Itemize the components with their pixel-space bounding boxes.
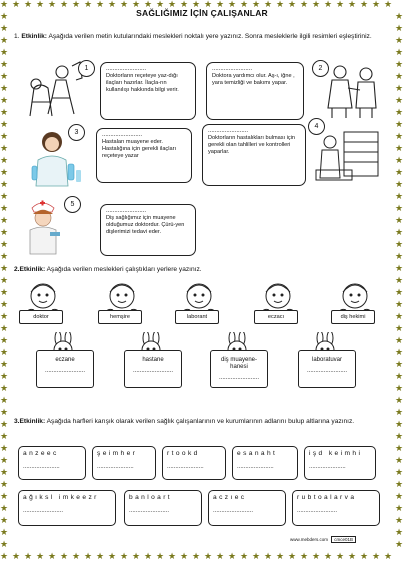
footer-badge: cmce01B	[331, 536, 356, 543]
border-star: ★	[48, 551, 57, 561]
border-star: ★	[395, 527, 404, 537]
border-star: ★	[0, 371, 9, 381]
border-star: ★	[0, 251, 9, 261]
page-title: SAĞLIĞIMIZ İÇİN ÇALIŞANLAR	[136, 8, 268, 18]
scrambled-word: işd keimhi	[309, 450, 363, 457]
border-star: ★	[384, 551, 393, 561]
border-star: ★	[395, 227, 404, 237]
border-star: ★	[24, 0, 33, 9]
border-star: ★	[395, 431, 404, 441]
border-star: ★	[348, 0, 357, 9]
border-star: ★	[395, 11, 404, 21]
border-star: ★	[240, 551, 249, 561]
border-star: ★	[0, 155, 9, 165]
border-star: ★	[72, 0, 81, 9]
border-star: ★	[395, 167, 404, 177]
place-name: eczane	[55, 357, 75, 363]
answer-dots: ........................	[132, 368, 173, 374]
border-star: ★	[216, 551, 225, 561]
section1-number: 1.	[14, 33, 20, 40]
border-star: ★	[395, 539, 404, 549]
section1-label: Etkinlik:	[21, 33, 47, 40]
border-star: ★	[120, 0, 129, 9]
section3-label: 3.Etkinlik:	[14, 418, 46, 425]
description-box-laborant	[202, 124, 306, 186]
border-star: ★	[180, 0, 189, 9]
profession-card: doktor	[19, 310, 63, 324]
scrambled-word-box	[232, 446, 298, 480]
border-star: ★	[360, 0, 369, 9]
border-star: ★	[264, 0, 273, 9]
border-star: ★	[395, 299, 404, 309]
border-star: ★	[168, 551, 177, 561]
border-star: ★	[0, 491, 9, 501]
section2-text: Aşağıda verilen meslekleri çalıştıkları yerlere yazınız.	[46, 266, 202, 273]
border-star: ★	[204, 0, 213, 9]
border-star: ★	[0, 179, 9, 189]
border-star: ★	[395, 131, 404, 141]
border-star: ★	[192, 551, 201, 561]
scrambled-word: rtookd	[167, 450, 200, 457]
border-star: ★	[395, 35, 404, 45]
description-text: Diş sağlığımız için muayene olduğumuz doktordur. Çürü-yen dişlerimizi tedavi eder.	[106, 215, 185, 236]
description-text: Doktorların reçeteye yaz-dığı ilaçları hazırlar. İlaçla-rın kullanılışı hakkında bilgi verir.	[106, 73, 179, 94]
scrambled-word-box	[92, 446, 156, 480]
border-star: ★	[228, 0, 237, 9]
border-star: ★	[0, 191, 9, 201]
border-star: ★	[24, 551, 33, 561]
border-star: ★	[395, 467, 404, 477]
border-star: ★	[372, 0, 381, 9]
border-star: ★	[12, 551, 21, 561]
border-star: ★	[0, 359, 9, 369]
border-star: ★	[0, 227, 9, 237]
border-star: ★	[0, 71, 9, 81]
border-star: ★	[36, 0, 45, 9]
border-star: ★	[96, 0, 105, 9]
border-star: ★	[395, 71, 404, 81]
answer-dots: ........................	[218, 375, 259, 381]
border-star: ★	[395, 383, 404, 393]
profession-card: laborant	[175, 310, 219, 324]
border-star: ★	[0, 107, 9, 117]
border-star: ★	[0, 479, 9, 489]
scrambled-word-box	[18, 490, 116, 526]
border-star: ★	[0, 275, 9, 285]
description-box-nurse	[206, 62, 304, 120]
scrambled-word: şeimher	[97, 450, 138, 457]
scrambled-word: aczıec	[213, 494, 247, 501]
footer-site: www.mebders.com	[290, 537, 329, 542]
border-star: ★	[395, 83, 404, 93]
border-star: ★	[372, 551, 381, 561]
border-star: ★	[252, 0, 261, 9]
border-star: ★	[384, 0, 393, 9]
profession-card: diş hekimi	[331, 310, 375, 324]
border-star: ★	[0, 35, 9, 45]
scrambled-word-box	[292, 490, 380, 526]
border-star: ★	[0, 23, 9, 33]
place-sign	[210, 350, 268, 388]
picture-number-1: 1	[78, 60, 95, 77]
description-text: Doktora yardımcı olur. Aş-ı, iğne , yara temizliği ve bakımı yapar.	[212, 73, 295, 87]
border-star: ★	[0, 323, 9, 333]
border-star: ★	[395, 155, 404, 165]
border-star: ★	[60, 551, 69, 561]
border-star: ★	[0, 383, 9, 393]
section3-text: Aşağıda harfleri karışık olarak verilen sağlık çalışanlarının ve kurumlarının adlarını bulup altlarına yazınız.	[46, 418, 355, 425]
border-star: ★	[395, 455, 404, 465]
border-star: ★	[156, 551, 165, 561]
picture-number-3: 3	[68, 124, 85, 141]
answer-dots: ........................	[102, 132, 143, 138]
border-star: ★	[395, 479, 404, 489]
border-star: ★	[0, 203, 9, 213]
border-star: ★	[276, 0, 285, 9]
description-box-dentist	[100, 204, 196, 256]
place-sign	[124, 350, 182, 388]
border-star: ★	[395, 407, 404, 417]
border-star: ★	[348, 551, 357, 561]
footer	[290, 537, 356, 542]
answer-dots: ........................	[44, 368, 85, 374]
answer-dots: ......................	[309, 464, 346, 470]
answer-dots: ........................	[23, 508, 64, 514]
border-star: ★	[36, 551, 45, 561]
border-star: ★	[395, 251, 404, 261]
border-star: ★	[0, 455, 9, 465]
border-star: ★	[324, 551, 333, 561]
border-star: ★	[132, 551, 141, 561]
border-star: ★	[0, 0, 9, 9]
border-star: ★	[0, 311, 9, 321]
border-star: ★	[0, 431, 9, 441]
border-star: ★	[120, 551, 129, 561]
description-box-pharmacist	[100, 62, 196, 120]
border-star: ★	[0, 335, 9, 345]
border-star: ★	[288, 551, 297, 561]
border-star: ★	[0, 167, 9, 177]
border-star: ★	[228, 551, 237, 561]
border-star: ★	[192, 0, 201, 9]
border-star: ★	[0, 527, 9, 537]
border-star: ★	[395, 179, 404, 189]
border-star: ★	[252, 551, 261, 561]
picture-number-2: 2	[312, 60, 329, 77]
doctor-patient-picture	[322, 62, 382, 120]
border-star: ★	[144, 551, 153, 561]
answer-dots: ........................	[208, 128, 249, 134]
place-sign	[36, 350, 94, 388]
border-star: ★	[395, 287, 404, 297]
border-star: ★	[12, 0, 21, 9]
border-star: ★	[336, 551, 345, 561]
answer-dots: ........................	[213, 508, 254, 514]
description-box-doctor	[96, 128, 192, 183]
border-star: ★	[395, 371, 404, 381]
border-star: ★	[0, 407, 9, 417]
border-star: ★	[72, 551, 81, 561]
border-star: ★	[0, 95, 9, 105]
border-star: ★	[395, 191, 404, 201]
border-star: ★	[395, 323, 404, 333]
border-star: ★	[0, 395, 9, 405]
border-star: ★	[0, 59, 9, 69]
border-star: ★	[312, 551, 321, 561]
border-star: ★	[395, 239, 404, 249]
border-star: ★	[0, 83, 9, 93]
pharmacy-picture	[314, 130, 380, 186]
border-star: ★	[395, 107, 404, 117]
border-star: ★	[0, 551, 9, 561]
border-star: ★	[395, 311, 404, 321]
border-star: ★	[395, 491, 404, 501]
scrambled-word: banloart	[129, 494, 173, 501]
border-star: ★	[96, 551, 105, 561]
border-star: ★	[132, 0, 141, 9]
answer-dots: ......................	[167, 464, 204, 470]
border-star: ★	[395, 335, 404, 345]
border-star: ★	[395, 95, 404, 105]
border-star: ★	[395, 503, 404, 513]
border-star: ★	[84, 0, 93, 9]
border-star: ★	[216, 0, 225, 9]
border-star: ★	[300, 551, 309, 561]
profession-card: eczacı	[254, 310, 298, 324]
scrambled-word-box	[162, 446, 226, 480]
border-star: ★	[395, 59, 404, 69]
scrambled-word-box	[124, 490, 202, 526]
border-star: ★	[264, 551, 273, 561]
border-star: ★	[0, 515, 9, 525]
border-star: ★	[168, 0, 177, 9]
border-star: ★	[395, 47, 404, 57]
border-star: ★	[240, 0, 249, 9]
border-star: ★	[336, 0, 345, 9]
border-star: ★	[312, 0, 321, 9]
border-star: ★	[395, 359, 404, 369]
section2-label: 2.Etkinlik:	[14, 266, 46, 273]
border-star: ★	[60, 0, 69, 9]
place-name: hastane	[142, 357, 164, 363]
border-star: ★	[395, 263, 404, 273]
answer-dots: ......................	[23, 464, 60, 470]
border-star: ★	[395, 215, 404, 225]
border-star: ★	[0, 239, 9, 249]
border-star: ★	[0, 11, 9, 21]
answer-dots: ......................	[97, 464, 134, 470]
nurse-picture	[20, 196, 66, 258]
border-star: ★	[0, 503, 9, 513]
scrambled-word-box	[304, 446, 376, 480]
border-star: ★	[0, 287, 9, 297]
border-star: ★	[395, 395, 404, 405]
border-star: ★	[144, 0, 153, 9]
border-star: ★	[395, 443, 404, 453]
border-star: ★	[0, 119, 9, 129]
border-star: ★	[276, 551, 285, 561]
border-star: ★	[324, 0, 333, 9]
border-star: ★	[0, 539, 9, 549]
border-star: ★	[395, 143, 404, 153]
picture-number-4: 4	[308, 118, 325, 135]
border-star: ★	[0, 347, 9, 357]
border-star: ★	[108, 0, 117, 9]
scrambled-word: rubtoalarva	[297, 494, 357, 501]
border-star: ★	[180, 551, 189, 561]
answer-dots: ........................	[106, 208, 147, 214]
answer-dots: ........................	[212, 66, 253, 72]
border-star: ★	[300, 0, 309, 9]
answer-dots: ........................	[306, 368, 347, 374]
scrambled-word: ağıksl imkeezr	[23, 494, 99, 501]
answer-dots: ........................	[129, 508, 170, 514]
answer-dots: ......................	[237, 464, 274, 470]
border-star: ★	[156, 0, 165, 9]
border-star: ★	[395, 23, 404, 33]
section2-instruction	[14, 266, 388, 274]
place-name: diş muayene- hanesi	[220, 357, 258, 370]
border-star: ★	[0, 143, 9, 153]
border-star: ★	[0, 467, 9, 477]
scrambled-word: esanaht	[237, 450, 278, 457]
border-star: ★	[0, 443, 9, 453]
border-star: ★	[288, 0, 297, 9]
description-text: Doktorların hastalıkları bulması için gerekli olan tahlilleri ve kontrolleri yaparlar.	[208, 135, 296, 156]
border-star: ★	[0, 299, 9, 309]
section1-instruction	[14, 33, 388, 41]
border-star: ★	[84, 551, 93, 561]
border-star: ★	[395, 275, 404, 285]
description-text: Hastaları muayene eder. Hastalığına için gerekli ilaçları reçeteye yazar	[102, 139, 176, 160]
border-star: ★	[395, 119, 404, 129]
border-star: ★	[395, 515, 404, 525]
border-star: ★	[0, 215, 9, 225]
border-star: ★	[0, 47, 9, 57]
border-star: ★	[0, 419, 9, 429]
picture-number-5: 5	[64, 196, 81, 213]
border-star: ★	[0, 131, 9, 141]
section1-text: Aşağıda verilen metin kutularındaki meslekleri noktalı yere yazınız. Sonra mesleklerle ilgili resimleri eşleştiriniz.	[48, 33, 372, 40]
border-star: ★	[48, 0, 57, 9]
border-star: ★	[395, 347, 404, 357]
border-star: ★	[360, 551, 369, 561]
border-star: ★	[0, 263, 9, 273]
border-star: ★	[108, 551, 117, 561]
place-sign	[298, 350, 356, 388]
answer-dots: ........................	[297, 508, 338, 514]
border-star: ★	[395, 419, 404, 429]
place-name: laboratuvar	[311, 357, 343, 363]
scrambled-word: anzeec	[23, 450, 59, 457]
answer-dots: ........................	[106, 66, 147, 72]
border-star: ★	[204, 551, 213, 561]
profession-card: hemşire	[98, 310, 142, 324]
dentist-picture	[22, 58, 86, 122]
section3-instruction	[14, 418, 388, 426]
scrambled-word-box	[208, 490, 286, 526]
border-star: ★	[395, 203, 404, 213]
scrambled-word-box	[18, 446, 86, 480]
